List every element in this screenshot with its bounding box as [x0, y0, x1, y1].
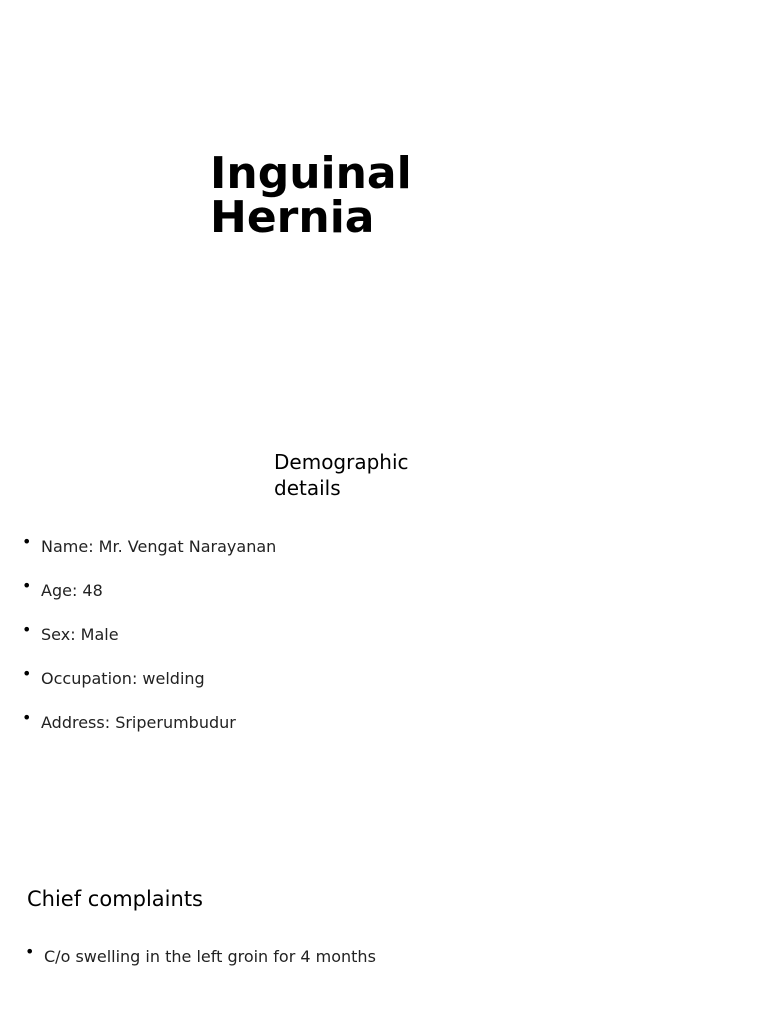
bullet-icon: •	[25, 942, 35, 961]
bullet-icon: •	[22, 620, 32, 639]
bullet-icon: •	[22, 532, 32, 551]
document-title	[210, 148, 470, 243]
demographic-occupation: Occupation: welding	[41, 669, 205, 688]
demographic-age: Age: 48	[41, 581, 103, 600]
title-line-1: Inguinal	[210, 148, 412, 199]
list-item	[22, 576, 276, 601]
demographics-heading-line-2: details	[274, 476, 341, 500]
list-item	[22, 664, 276, 689]
complaint-text: C/o swelling in the left groin for 4 months	[44, 947, 376, 966]
bullet-icon: •	[22, 708, 32, 727]
title-line-2: Hernia	[210, 192, 375, 243]
bullet-icon: •	[22, 664, 32, 683]
demographic-name: Name: Mr. Vengat Narayanan	[41, 537, 277, 556]
chief-complaints-list	[25, 942, 376, 967]
demographics-list	[22, 532, 277, 757]
chief-complaints-heading: Chief complaints	[27, 887, 203, 911]
demographic-address: Address: Sriperumbudur	[41, 713, 236, 732]
demographics-heading-line-1: Demographic	[274, 450, 409, 474]
list-item	[22, 708, 276, 733]
demographic-sex: Sex: Male	[41, 625, 119, 644]
list-item	[22, 620, 276, 645]
bullet-icon: •	[22, 576, 32, 595]
list-item	[22, 532, 277, 557]
list-item	[25, 942, 376, 967]
demographics-heading	[274, 449, 474, 501]
